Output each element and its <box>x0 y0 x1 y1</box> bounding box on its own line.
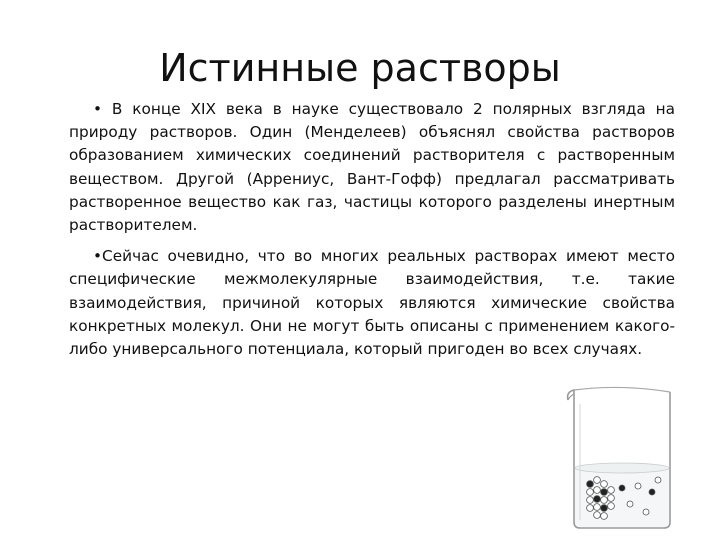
paragraph-1 <box>69 98 675 237</box>
paragraph-2 <box>69 245 675 361</box>
beaker-with-particles-icon <box>560 380 680 535</box>
paragraph-2-text: Сейчас очевидно, что во многих реальных растворах имеют место специфические межмолекулярные взаимодействия, т.е. такие взаимодействия, причиной которых являются химические свойства конкретных молекул. Они не могут быть описаны с применением какого-либо универсального потенциала, который пригоден во всех случаях. <box>69 247 675 359</box>
slide-title: Истинные растворы <box>159 46 561 90</box>
bullet-marker: • <box>93 100 103 118</box>
bullet-marker: • <box>93 247 103 266</box>
slide-body <box>69 98 675 369</box>
paragraph-1-text: В конце XIX века в науке существовало 2 полярных взгляда на природу растворов. Один (Менделеев) объяснял свойства растворов образованием химических соединений растворителя с растворенным веществом. Другой (Аррениус, Вант-Гофф) предлагал рассматривать растворенное вещество как газ, частицы которого разделены инертным растворителем. <box>69 100 675 235</box>
